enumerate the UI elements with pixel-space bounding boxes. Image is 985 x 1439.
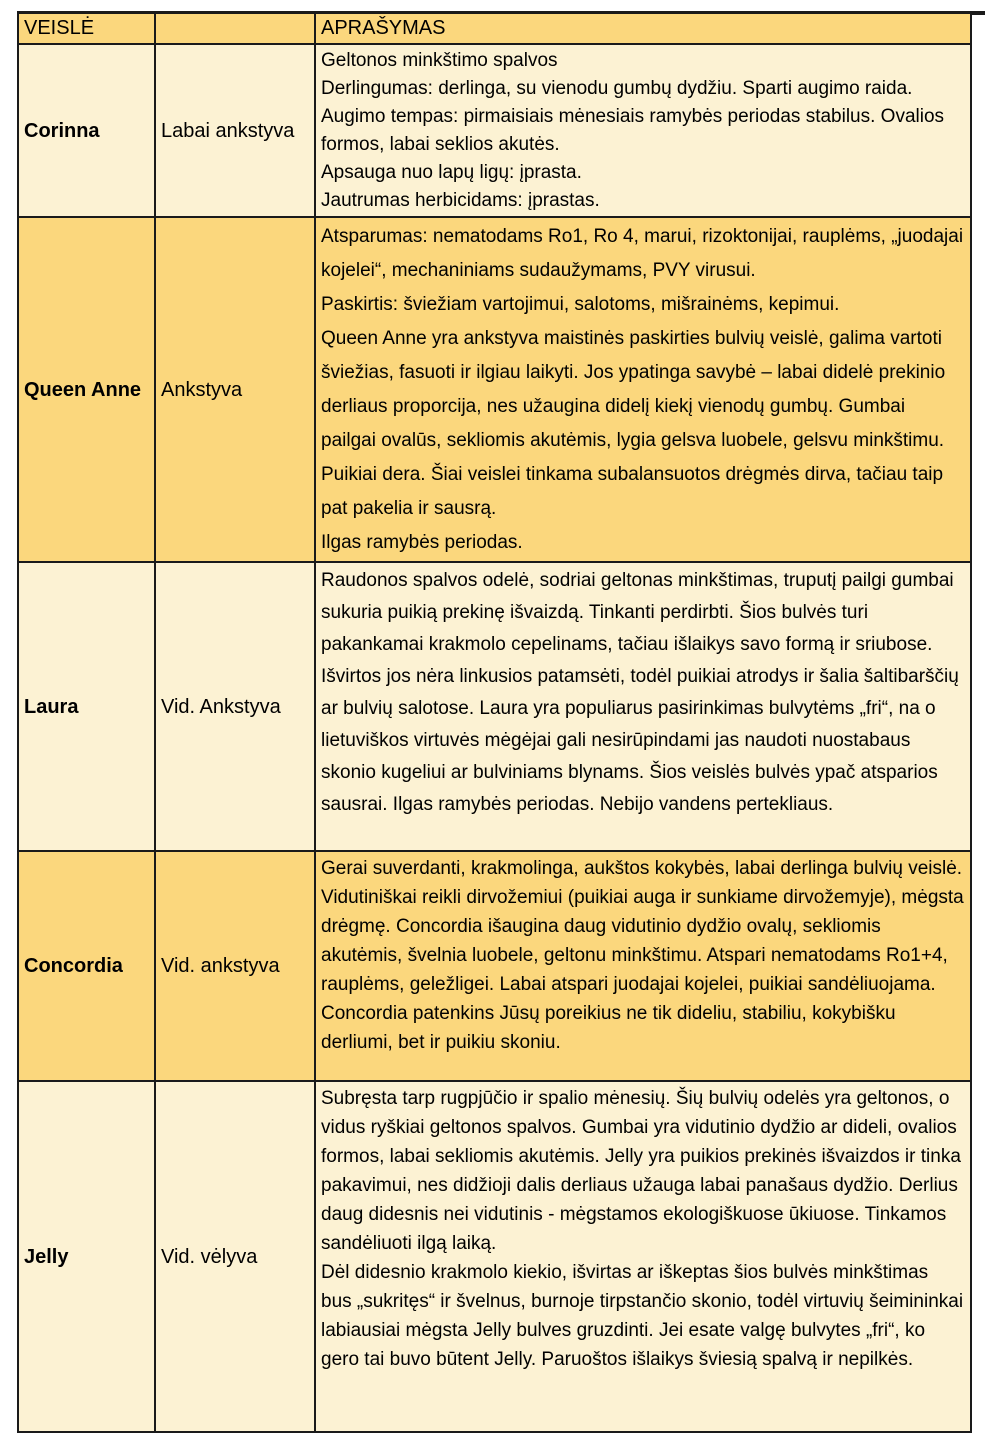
variety-name-cell	[18, 1081, 155, 1432]
description-paragraph: Jautrumas herbicidams: įprastas.	[321, 190, 600, 211]
column-header-description: APRAŠYMAS	[315, 13, 971, 44]
table-row	[18, 1081, 971, 1432]
variety-description-cell	[315, 1081, 971, 1432]
variety-earliness: Vid. Ankstyva	[161, 695, 281, 718]
variety-name: Laura	[24, 695, 79, 718]
variety-name: Jelly	[24, 1245, 69, 1268]
table-body	[18, 44, 971, 1432]
variety-name-cell	[18, 562, 155, 851]
table-row	[18, 562, 971, 851]
variety-earliness: Vid. vėlyva	[161, 1245, 258, 1268]
variety-description-cell	[315, 562, 971, 851]
variety-earliness: Ankstyva	[161, 378, 243, 401]
description-paragraph: Ilgas ramybės periodas.	[321, 532, 523, 553]
variety-name-cell	[18, 44, 155, 217]
variety-earliness-cell	[155, 562, 315, 851]
variety-earliness-cell	[155, 851, 315, 1081]
description-paragraph: Atsparumas: nematodams Ro1, Ro 4, marui, rizoktonijai, rauplėms, „juodajai kojelei“, mechaniniams sudaužymams, PVY virusui.	[321, 226, 964, 281]
table-row	[18, 851, 971, 1081]
description-paragraph: Gerai suverdanti, krakmolinga, aukštos kokybės, labai derlinga bulvių veislė. Vidutiniškai reikli dirvožemiui (puikiai auga ir sunkiame dirvožemyje), mėgsta drėgmę. Concordia išaugina daug vidutinio dydžio ovalų, sekliomis akutėmis, švelnia luobele, geltonu minkštimu. Atspari nematodams Ro1+4, rauplėms, geležligei. Labai atspari juodajai kojelei, puikiai sandėliuojama. Concordia patenkins Jūsų poreikius ne tik dideliu, stabiliu, kokybišku derliumi, bet ir puikiu skoniu.	[321, 858, 964, 1053]
variety-earliness-cell	[155, 217, 315, 562]
description-paragraph: Subręsta tarp rugpjūčio ir spalio mėnesių. Šių bulvių odelės yra geltonos, o vidus ryškiai geltonos spalvos. Gumbai yra vidutinio dydžio ar dideli, ovalios formos, labai sekliomis akutėmis. Jelly yra puikios prekinės išvaizdos ir tinka pakavimui, nes didžioji dalis derliaus užauga labai panašaus dydžio. Derlius daug didesnis nei vidutinis - mėgstamos ekologiškuose ūkiuose. Tinkamos sandėliuoti ilgą laiką.	[321, 1088, 961, 1254]
table-row	[18, 217, 971, 562]
description-paragraph: Derlingumas: derlinga, su vienodu gumbų dydžiu. Sparti augimo raida. Augimo tempas: pirmaisiais mėnesiais ramybės periodas stabilus. Ovalios formos, labai seklios akutės.	[321, 78, 945, 155]
variety-description-cell	[315, 44, 971, 217]
column-header-earliness	[155, 13, 315, 44]
variety-earliness-cell	[155, 44, 315, 217]
description-paragraph: Queen Anne yra ankstyva maistinės paskirties bulvių veislė, galima vartoti šviežias, fasuoti ir ilgiau laikyti. Jos ypatinga savybė – labai didelė prekinio derliaus proporcija, nes užaugina didelį kiekį vienodų gumbų. Gumbai pailgai ovalūs, sekliomis akutėmis, lygia gelsva luobele, gelsvu minkštimu. Puikiai dera. Šiai veislei tinkama subalansuotos drėgmės dirva, tačiau taip pat pakelia ir sausrą.	[321, 328, 946, 519]
table-header	[18, 13, 971, 44]
variety-earliness: Labai ankstyva	[161, 119, 295, 142]
description-paragraph: Raudonos spalvos odelė, sodriai geltonas minkštimas, truputį pailgi gumbai sukuria puikią prekinę išvaizdą. Tinkanti perdirbti. Šios bulvės turi pakankamai krakmolo cepelinams, tačiau išlaikys savo formą ir sriubose. Išvirtos jos nėra linkusios patamsėti, todėl puikiai atrodys ir šalia šaltibarščių ar bulvių salotose. Laura yra populiarus pasirinkimas bulvytėms „fri“, na o lietuviškos virtuvės mėgėjai gali nesirūpindami jas naudoti nuostabaus skonio kugeliui ar bulviniams blynams. Šios veislės bulvės ypač atsparios sausrai. Ilgas ramybės periodas. Nebijo vandens pertekliaus.	[321, 570, 959, 815]
header-row	[18, 13, 971, 44]
potato-variety-table	[17, 12, 972, 1433]
table-row	[18, 44, 971, 217]
description-paragraph: Dėl didesnio krakmolo kiekio, išvirtas ar iškeptas šios bulvės minkštimas bus „sukritęs“ ir švelnus, burnoje tirpstančio skonio, todėl virtuvių šeimininkai labiausiai mėgsta Jelly bulves gruzdinti. Jei esate valgę bulvytes „fri“, ko gero tai buvo būtent Jelly. Paruoštos išlaikys šviesią spalvą ir nepilkės.	[321, 1262, 964, 1370]
variety-name-cell	[18, 217, 155, 562]
description-paragraph: Apsauga nuo lapų ligų: įprasta.	[321, 162, 582, 183]
column-header-variety: VEISLĖ	[18, 13, 155, 44]
variety-name: Corinna	[24, 119, 100, 142]
variety-earliness: Vid. ankstyva	[161, 955, 280, 977]
variety-name: Concordia	[24, 955, 123, 977]
variety-description-cell	[315, 851, 971, 1081]
variety-earliness-cell	[155, 1081, 315, 1432]
variety-description-cell	[315, 217, 971, 562]
description-paragraph: Geltonos minkštimo spalvos	[321, 50, 558, 71]
variety-name-cell	[18, 851, 155, 1081]
description-paragraph: Paskirtis: šviežiam vartojimui, salotoms, mišrainėms, kepimui.	[321, 294, 840, 315]
variety-name: Queen Anne	[24, 378, 142, 401]
